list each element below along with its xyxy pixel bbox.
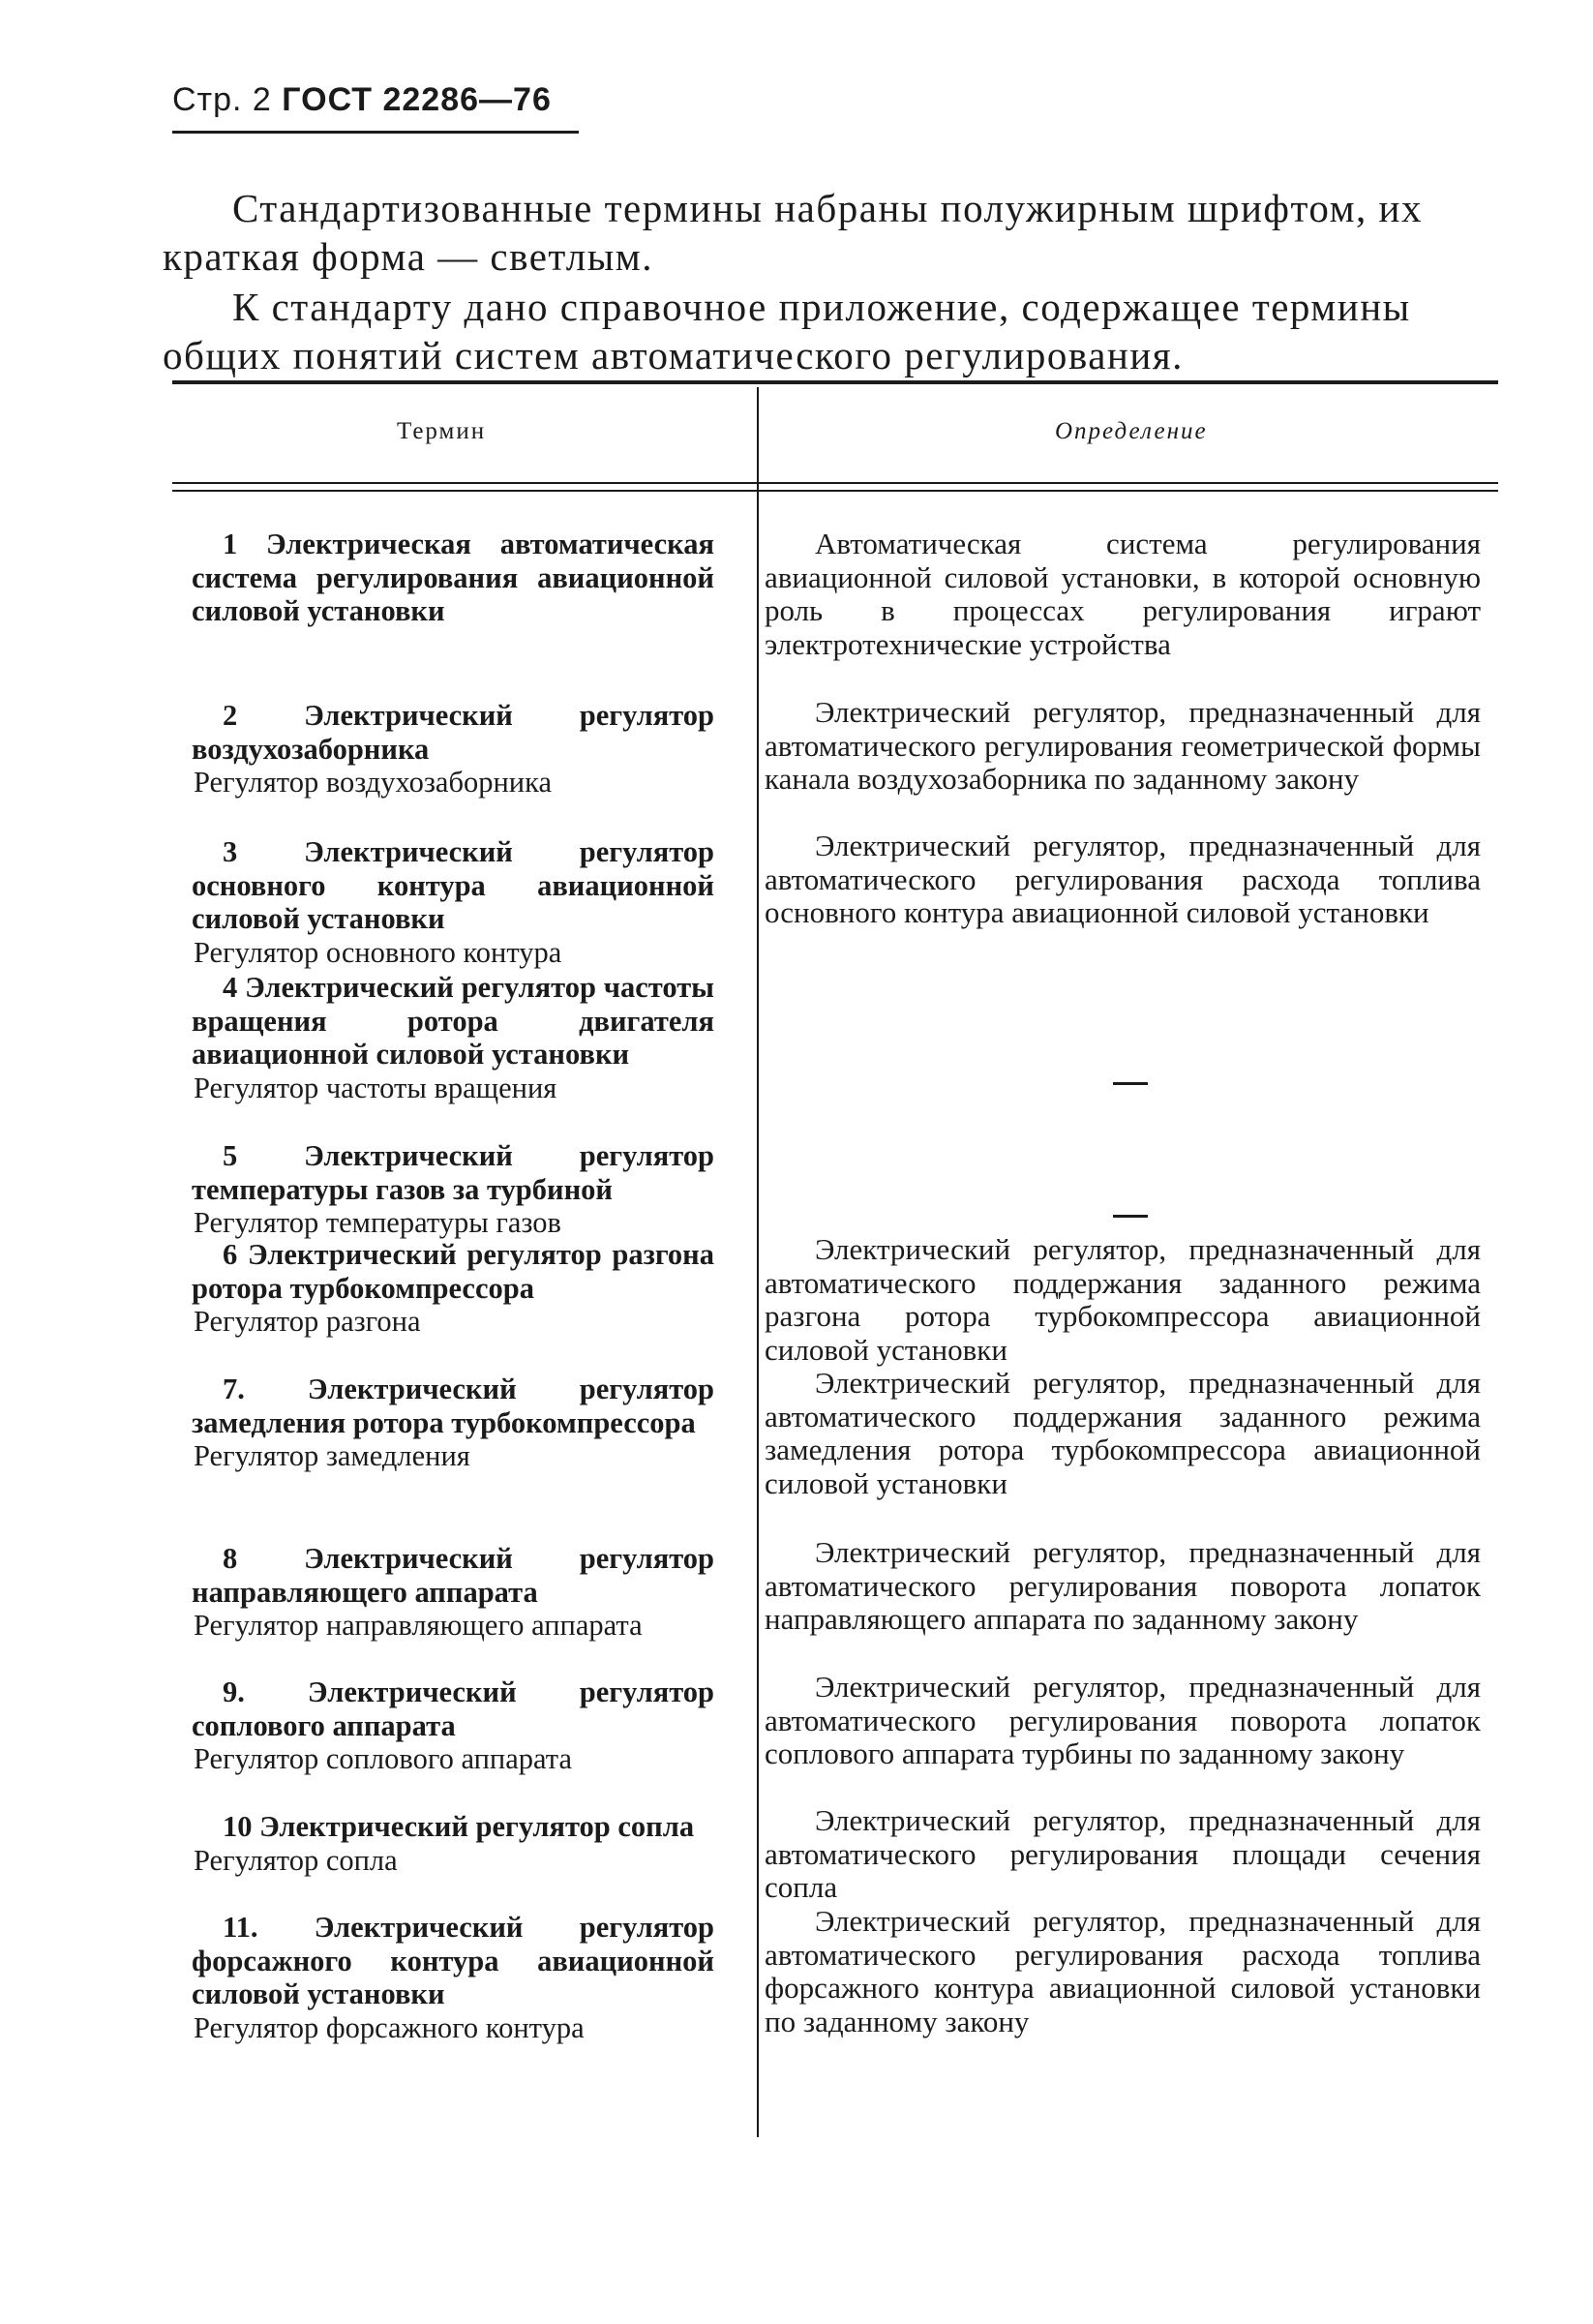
definition-text: Электрический регулятор, предназначенный для автоматического поддержания заданного режима замедления ротора турбокомпрессора авиационной силовой установки [765, 1366, 1481, 1500]
term-text: 11. Электрический регулятор форсажного контура авиационной силовой установки [192, 1911, 714, 2010]
definition-row-8 [765, 1536, 1481, 1637]
intro-text [163, 184, 1498, 379]
term-text: 2 Электрический регулятор воздухозаборника [192, 699, 714, 766]
header-rule [172, 131, 579, 134]
term-text: 10 Электрический регулятор сопла [223, 1810, 695, 1843]
definition-text: Электрический регулятор, предназначенный для автоматического поддержания заданного режима разгона ротора турбокомпрессора авиационной силовой установки [765, 1232, 1481, 1367]
term-short: Регулятор температуры газов [194, 1206, 561, 1239]
term-row-2 [192, 699, 714, 800]
term-short: Регулятор сопла [194, 1843, 398, 1877]
definition-row-11 [765, 1905, 1481, 2038]
term-row-10 [192, 1810, 714, 1877]
term-row-4 [192, 971, 714, 1104]
term-row-11 [192, 1911, 714, 2044]
header-bottom-rule [172, 482, 1498, 484]
term-text: 3 Электрический регулятор основного контура авиационной силовой установки [192, 835, 714, 935]
term-row-1 [192, 528, 714, 628]
definition-text: Электрический регулятор, предназначенный для автоматического регулирования расхода топлива форсажного контура авиационной силовой установки по заданному закону [765, 1904, 1481, 2038]
definition-row-6 [765, 1233, 1481, 1367]
term-row-3 [192, 835, 714, 969]
standard-number: ГОСТ 22286—76 [282, 81, 552, 118]
term-row-8 [192, 1542, 714, 1643]
term-text: 9. Электрический регулятор соплового аппарата [192, 1675, 714, 1742]
definition-text: Электрический регулятор, предназначенный для автоматического регулирования расхода топлива основного контура авиационной силовой установки [765, 829, 1481, 929]
definition-text: Электрический регулятор, предназначенный для автоматического регулирования площади сечения сопла [765, 1803, 1481, 1904]
term-short: Регулятор направляющего аппарата [194, 1609, 643, 1642]
term-row-9 [192, 1675, 714, 1776]
term-row-5 [192, 1139, 714, 1240]
definition-row-4 [1113, 1082, 1148, 1085]
header-bottom-rule-double [172, 490, 1498, 492]
term-row-7 [192, 1373, 714, 1473]
definition-text: Электрический регулятор, предназначенный для автоматического регулирования поворота лопаток соплового аппарата турбины по заданному закону [765, 1670, 1481, 1770]
definition-row-10 [765, 1804, 1481, 1905]
definition-row-1 [765, 528, 1481, 661]
term-text: 1 Электрическая автоматическая система регулирования авиационной силовой установки [192, 528, 714, 627]
page-header [172, 81, 552, 119]
term-short: Регулятор замедления [194, 1439, 470, 1472]
definition-row-7 [765, 1367, 1481, 1500]
definition-text: Электрический регулятор, предназначенный для автоматического регулирования геометрической формы канала воздухозаборника по заданному закону [765, 695, 1481, 796]
column-header-definition: Определение [1055, 418, 1208, 444]
intro-paragraph: Стандартизованные термины набраны полужирным шрифтом, их краткая форма — светлым. [163, 186, 1423, 279]
intro-paragraph: К стандарту дано справочное приложение, содержащее термины общих понятий систем автоматического регулирования. [163, 285, 1411, 377]
definition-text: Электрический регулятор, предназначенный для автоматического регулирования поворота лопаток направляющего аппарата по заданному закону [765, 1535, 1481, 1636]
column-header-term: Термин [397, 418, 487, 444]
term-text: 8 Электрический регулятор направляющего аппарата [192, 1542, 714, 1609]
definition-row-2 [765, 696, 1481, 797]
term-short: Регулятор основного контура [194, 935, 562, 969]
term-short: Регулятор разгона [194, 1305, 421, 1338]
definition-row-3 [765, 830, 1481, 930]
term-short: Регулятор соплового аппарата [194, 1742, 573, 1775]
term-short: Регулятор воздухозаборника [194, 766, 553, 799]
term-text: 5 Электрический регулятор температуры газов за турбиной [192, 1139, 714, 1206]
term-row-6 [192, 1238, 714, 1339]
page-number: Стр. 2 [172, 81, 272, 118]
term-short: Регулятор форсажного контура [194, 2010, 585, 2044]
table-top-rule [172, 380, 1498, 384]
definition-row-5 [1113, 1215, 1148, 1218]
term-text: 4 Электрический регулятор частоты вращения ротора двигателя авиационной силовой установки [192, 971, 714, 1071]
column-divider [757, 387, 759, 2137]
definition-text: Автоматическая система регулирования авиационной силовой установки, в которой основную роль в процессах регулирования играют электротехнические устройства [765, 527, 1481, 661]
term-text: 7. Электрический регулятор замедления ротора турбокомпрессора [192, 1373, 714, 1439]
definition-row-9 [765, 1671, 1481, 1771]
term-short: Регулятор частоты вращения [194, 1071, 557, 1104]
term-text: 6 Электрический регулятор разгона ротора турбокомпрессора [192, 1238, 714, 1305]
